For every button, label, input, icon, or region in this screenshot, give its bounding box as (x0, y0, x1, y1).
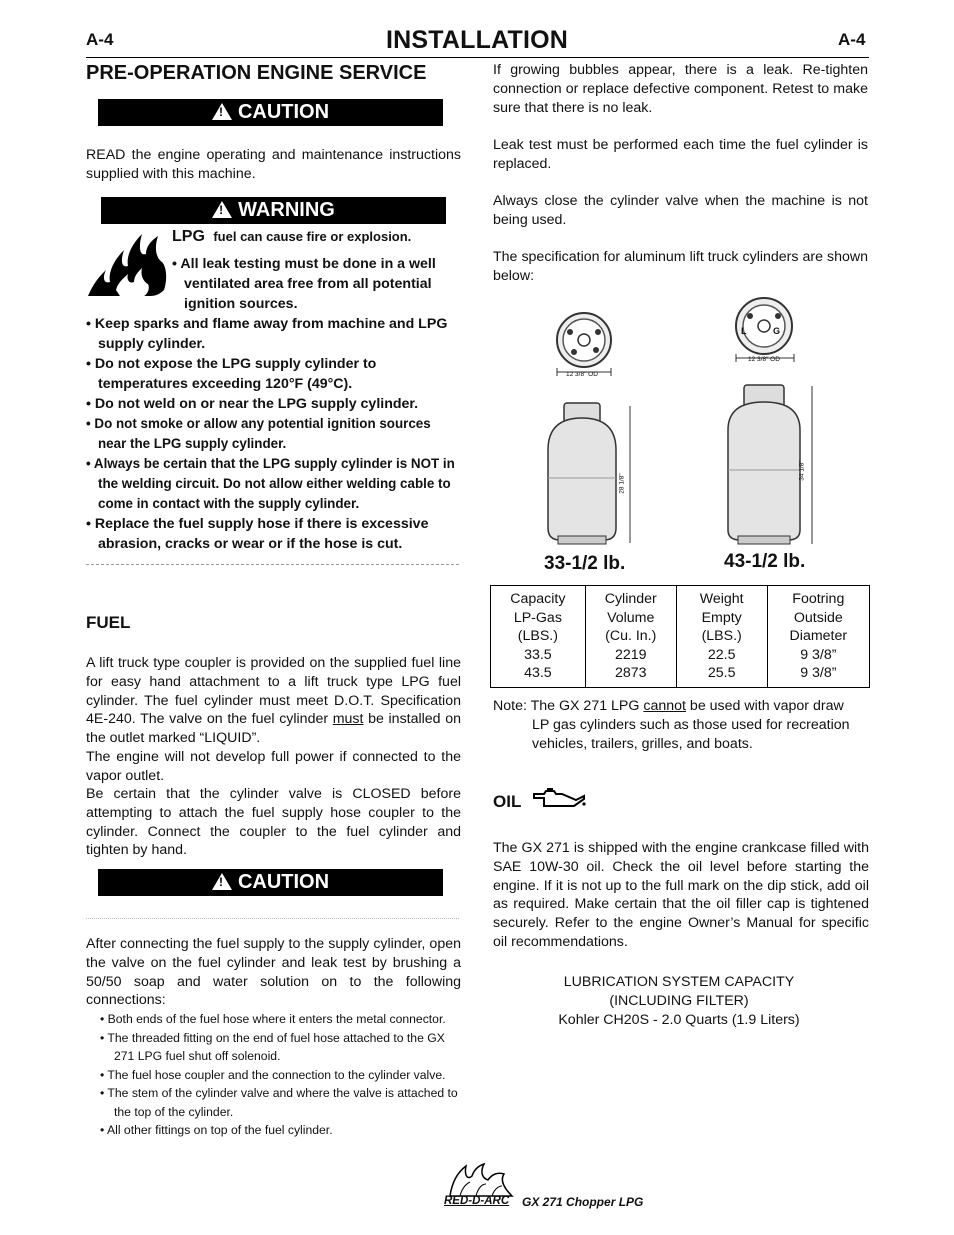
valve-letter-g: G (773, 326, 781, 336)
connection-item: • The threaded fitting on the end of fuel hose attached to the GX 271 LPG fuel shut off solenoid. (100, 1030, 445, 1063)
connection-item: • Both ends of the fuel hose where it enters the metal connector. (100, 1012, 446, 1026)
lubrication-capacity (493, 973, 865, 1029)
connection-item: • The stem of the cylinder valve and where the valve is attached to the top of the cylinder. (100, 1086, 458, 1119)
fuel-paragraph-2: The engine will not develop full power if connected to the vapor outlet. (86, 749, 461, 784)
close-valve-paragraph: Always close the cylinder valve when the machine is not being used. (493, 193, 868, 228)
red-d-arc-logo (446, 1162, 516, 1198)
section-title: PRE-OPERATION ENGINE SERVICE (86, 62, 427, 84)
caution-label: CAUTION (237, 871, 330, 893)
page-number-left: A-4 (86, 30, 114, 49)
od-label-large: 12 3/8" OD (748, 356, 780, 363)
caution-text: READ the engine operating and maintenance instructions supplied with this machine. (86, 147, 461, 182)
note-line-1: Note: The GX 271 LPG cannot be used with vapor draw (493, 698, 844, 714)
warning-bullet-list (86, 314, 461, 554)
connection-list (100, 1010, 462, 1140)
leak-paragraph: If growing bubbles appear, there is a leak. Re-tighten connection or replace defective component. Retest to make sure that there is no leak. (493, 62, 868, 116)
lub-line-1: LUBRICATION SYSTEM CAPACITY (563, 974, 795, 990)
warning-bullet: • Do not weld on or near the LPG supply cylinder. (86, 396, 419, 412)
model-name: GX 271 Chopper LPG (522, 1195, 644, 1209)
brand-name: RED-D-ARC (444, 1195, 510, 1207)
warning-banner (101, 197, 446, 224)
warning-triangle-icon (212, 201, 232, 218)
page-number-right: A-4 (838, 30, 866, 49)
lpg-text: fuel can cause fire or explosion. (213, 229, 412, 244)
warning-bullet: • Do not smoke or allow any potential ignition sources near the LPG supply cylinder. (86, 416, 431, 451)
note (493, 697, 869, 753)
warning-label: WARNING (238, 199, 335, 221)
spec-intro: The specification for aluminum lift truck cylinders are shown below: (493, 249, 868, 284)
warning-bullet: • All leak testing must be done in a well ventilated area free from all potential ignition sources. (172, 256, 436, 312)
warning-bullet: • Do not expose the LPG supply cylinder to temperatures exceeding 120°F (49°C). (86, 356, 377, 392)
fuel-paragraph-1: A lift truck type coupler is provided on the supplied fuel line for easy hand attachment to a lift truck type LPG fuel cylinder. The fuel cylinder must meet D.O.T. Specification 4E-240. The valve on the fuel cylinder must be installed on the outlet marked “LIQUID”. (86, 655, 461, 747)
lpg-label: LPG (172, 228, 205, 245)
connection-item: • All other fittings on top of the fuel cylinder. (100, 1123, 333, 1137)
height-label-large: 34 1/8" (798, 460, 806, 481)
warning-triangle-icon (212, 103, 232, 120)
lpg-warning-line (172, 228, 411, 246)
table-row (491, 586, 870, 688)
cylinder-spec-table (490, 585, 870, 688)
header-rule (86, 57, 869, 58)
warning-bullet: • Replace the fuel supply hose if there is excessive abrasion, cracks or wear or if the hose is cut. (86, 516, 429, 552)
warning-bullet: • Keep sparks and flame away from machine and LPG supply cylinder. (86, 316, 448, 352)
valve-letter-l: L (741, 326, 747, 336)
table-cell: Weight Empty (LBS.) 22.5 25.5 (676, 586, 767, 688)
weight-label-small: 33-1/2 lb. (544, 553, 626, 574)
warning-bullet: • Always be certain that the LPG supply cylinder is NOT in the welding circuit. Do not allow either welding cable to come in contact with the supply cylinder. (86, 456, 455, 511)
oil-paragraph: The GX 271 is shipped with the engine crankcase filled with SAE 10W-30 oil. Check the oil level before starting the engine. If it is not up to the full mark on the dip stick, add oil as required. Make certain that the oil filler cap is tightened securely. Refer to the engine Owner’s Manual for specific oil recommendations. (493, 840, 869, 950)
table-cell: Footring Outside Diameter 9 3/8” 9 3/8” (767, 586, 869, 688)
lub-line-3: Kohler CH20S - 2.0 Quarts (1.9 Liters) (558, 1011, 800, 1028)
lub-line-2: (INCLUDING FILTER) (609, 992, 749, 1009)
weight-label-large: 43-1/2 lb. (724, 551, 806, 572)
caution-label: CAUTION (237, 101, 330, 123)
divider (86, 918, 459, 919)
leak-test-paragraph: Leak test must be performed each time the fuel cylinder is replaced. (493, 137, 868, 172)
cylinder-33-figure (540, 300, 640, 550)
fire-icon (86, 232, 172, 298)
fuel-heading: FUEL (86, 613, 131, 632)
table-cell: Cylinder Volume (Cu. In.) 2219 2873 (585, 586, 676, 688)
od-label-small: 12 3/8" OD (566, 371, 598, 378)
connection-item: • The fuel hose coupler and the connection to the cylinder valve. (100, 1067, 446, 1082)
oil-can-icon (532, 786, 586, 810)
note-line-2: LP gas cylinders such as those used for recreation (532, 716, 850, 733)
table-cell: Capacity LP-Gas (LBS.) 33.5 43.5 (491, 586, 586, 688)
fuel-paragraph-3: Be certain that the cylinder valve is CLOSED before attempting to attach the fuel supply hose coupler to the cylinder. Connect the coupler to the fuel cylinder and tighten by hand. (86, 786, 461, 859)
warning-bullet-list-top (172, 254, 461, 314)
height-label-small: 28 1/8" (618, 473, 626, 494)
page-title: INSTALLATION (385, 26, 568, 54)
after-connecting-text: After connecting the fuel supply to the supply cylinder, open the valve on the fuel cylinder and leak test by brushing a 50/50 soap and water solution on to the following connections: (86, 936, 461, 1009)
oil-heading: OIL (493, 792, 522, 811)
divider (86, 564, 459, 565)
warning-triangle-icon (212, 873, 232, 890)
caution-banner-2 (98, 869, 443, 896)
caution-banner (98, 99, 443, 126)
note-line-3: vehicles, trailers, grilles, and boats. (532, 735, 753, 752)
